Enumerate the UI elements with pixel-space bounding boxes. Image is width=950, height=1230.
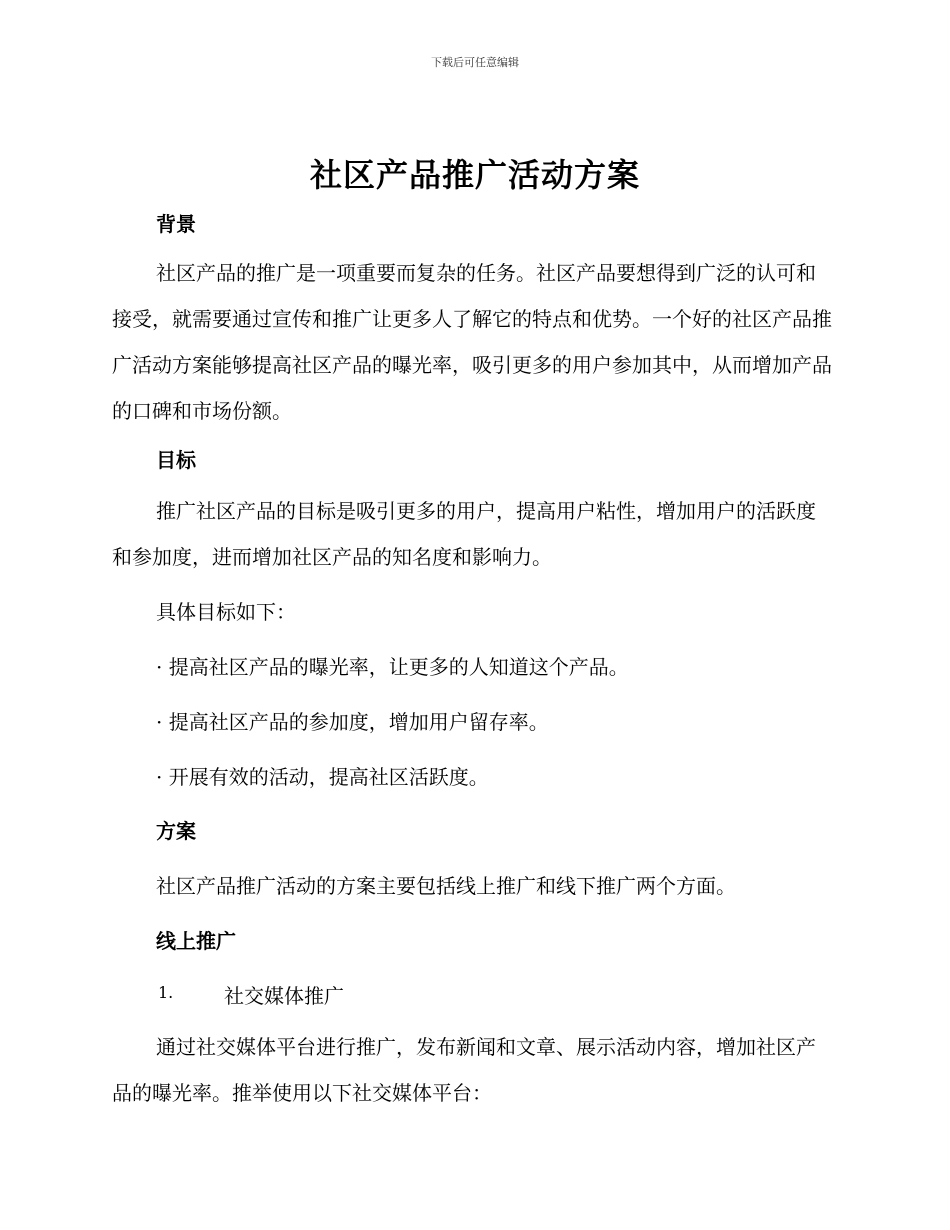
heading-background: 背景 (156, 212, 196, 236)
goal-bullet-3: · 开展有效的活动，提高社区活跃度。 (156, 765, 489, 789)
goal-intro: 具体目标如下： (156, 600, 296, 624)
heading-online: 线上推广 (156, 929, 236, 953)
goal-bullet-2: · 提高社区产品的参加度，增加用户留存率。 (156, 710, 549, 734)
goal-bullet-1: · 提高社区产品的曝光率，让更多的人知道这个产品。 (156, 655, 629, 679)
list-item-title: 社交媒体推广 (224, 984, 344, 1008)
paragraph-goal: 推广社区产品的目标是吸引更多的用户，提高用户粘性，增加用户的活跃度和参加度，进而增加社区产品的知名度和影响力。 (112, 499, 816, 569)
paragraph-plan: 社区产品推广活动的方案主要包括线上推广和线下推广两个方面。 (156, 874, 736, 898)
paragraph-online: 通过社交媒体平台进行推广，发布新闻和文章、展示活动内容，增加社区产品的曝光率。推举使用以下社交媒体平台： (112, 1035, 816, 1105)
page-header-note: 下载后可任意编辑 (431, 56, 519, 69)
list-number: 1. (158, 983, 174, 1002)
document-title: 社区产品推广活动方案 (309, 156, 640, 194)
heading-plan: 方案 (156, 819, 196, 843)
paragraph-background: 社区产品的推广是一项重要而复杂的任务。社区产品要想得到广泛的认可和接受，就需要通过宣传和推广让更多人了解它的特点和优势。一个好的社区产品推广活动方案能够提高社区产品的曝光率，吸引更多的用户参加其中，从而增加产品的口碑和市场份额。 (112, 261, 832, 423)
heading-goal: 目标 (156, 448, 196, 472)
